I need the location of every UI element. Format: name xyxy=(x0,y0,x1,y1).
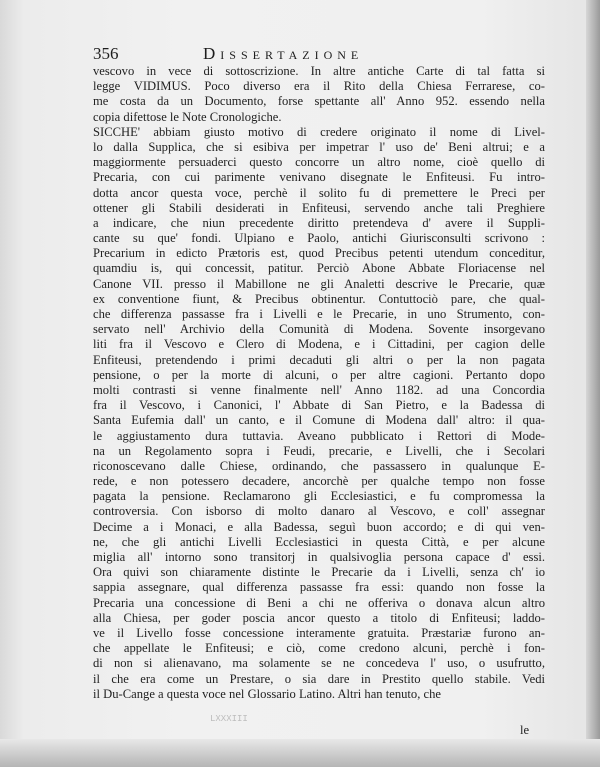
text-line: alla Chiesa, per goder poscia ancor questo a titolo di Enfiteusi; laddo- xyxy=(93,610,545,625)
catchword: le xyxy=(520,723,530,737)
text-line: copia difettose le Note Cronologiche. xyxy=(93,109,282,124)
text-line: pensione, o per la morte di alcuni, o per altre cagioni. Pertanto dopo xyxy=(93,367,545,382)
text-line: Santa Eufemia dall' un canto, e il Comune di Modena dall' altro: il qua- xyxy=(93,413,545,428)
text-line: controversia. Con isborso di molto danaro al Vescovo, e coll' assegnar xyxy=(93,504,545,519)
text-line: maggiormente persuaderci questo concorre un altro nome, cioè quello di xyxy=(93,155,545,170)
text-line: na un Regolamento sopra i Feudi, precarie, e Livelli, che i Secolari xyxy=(93,443,545,458)
text-line: dotta ancor questa voce, perchè il solito fu di premettere le Preci per xyxy=(93,185,545,200)
text-line: riconoscevano dalle Chiese, ordinando, che passassero in qualunque E- xyxy=(93,458,545,473)
text-line: quamdiu is, qui concessit, patitur. Perciò Abone Abbate Floriacense nel xyxy=(93,261,545,276)
text-line: Decime a i Monaci, e alla Badessa, seguì buon accordo; e di qui ven- xyxy=(93,519,545,534)
page-bottom-shadow xyxy=(0,739,600,767)
text-line: ex conventione fiunt, & Precibus obtinentur. Contuttociò pare, che qual- xyxy=(93,291,545,306)
text-line: Enfiteusi, pretendendo i primi decaduti gli altri o per la non pagata xyxy=(93,352,545,367)
text-line: Precaria una concessione di Beni a chi ne offeriva o donava alcun altro xyxy=(93,595,545,610)
text-line: fra il Vescovo, i Canonici, l' Abbate di San Pietro, e la Badessa di xyxy=(93,398,545,413)
text-line: Ora quivi son chiaramente distinte le Precarie da i Livelli, senza ch' io xyxy=(93,565,545,580)
text-line: liti fra il Vescovo e Clero di Modena, e i Cittadini, per cagion delle xyxy=(93,337,545,352)
text-line: Precaria, con cui parimente venivano disegnate le Enfiteusi. Fu intro- xyxy=(93,170,545,185)
text-line: che appellate le Enfiteusi; e ciò, come credono alcuni, perchè i fon- xyxy=(93,641,545,656)
text-line: ve il Livello fosse concessione interamente gratuita. Præstariæ furono an- xyxy=(93,625,545,640)
text-line: di non si alienavano, ma solamente se ne concedeva l' uso, o usufrutto, xyxy=(93,656,545,671)
text-line: le aggiustamento dura tuttavia. Aveano pubblicato i Rettori di Mode- xyxy=(93,428,545,443)
page-header xyxy=(93,44,533,66)
text-line: miglia all' intorno sono transitorj in qualsivoglia persona capace d' essi. xyxy=(93,550,545,564)
text-line: il Du-Cange a questa voce nel Glossario Latino. Altri han tenuto, che xyxy=(93,686,441,701)
text-line: Precarium in edicto Prætoris est, quod Precibus petenti utendum conceditur, xyxy=(93,246,545,261)
text-line: che differenza passasse fra i Livelli e le Precarie, in uno Strumento, con- xyxy=(93,307,545,321)
running-title: Dissertazione xyxy=(203,44,364,63)
text-line: lo dalla Supplica, che si esibiva per impetrar l' uso de' Beni altrui; e a xyxy=(93,139,545,154)
body-text xyxy=(93,64,545,702)
text-line: pagata la pensione. Reclamarono gli Ecclesiastici, e fu compromessa la xyxy=(93,489,545,504)
text-line: Canone VII. presso il Mabillone ne gli Analetti descrive le Precarie, quæ xyxy=(93,276,545,291)
library-mark: LXXXIII xyxy=(210,714,248,724)
text-line: ne, che gli antichi Livelli Ecclesiastici in questa Città, e per alcune xyxy=(93,534,545,549)
text-line: ottener gli Stabili desiderati in Enfiteusi, servendo anche tali Preghiere xyxy=(93,200,545,215)
text-line: a indicare, che niun precedente diritto pretendeva d' avere il Suppli- xyxy=(93,215,545,230)
text-line: cante su que' fondi. Ulpiano e Paolo, antichi Giurisconsulti scrivono : xyxy=(93,231,545,246)
text-line: rede, e non potessero decadere, ancorchè per qualche tempo non fosse xyxy=(93,474,545,489)
text-line: sappia assegnare, qual differenza passasse fra essi: quando non fosse la xyxy=(93,580,545,595)
text-line: molti contrasti si venne finalmente nell' Anno 1182. ad una Concordia xyxy=(93,382,545,397)
page-number: 356 xyxy=(93,44,119,63)
text-line: legge VIDIMUS. Poco diverso era il Rito della Chiesa Ferrarese, co- xyxy=(93,79,545,94)
text-line: vescovo in vece di sottoscrizione. In altre antiche Carte di tal fatta si xyxy=(93,64,545,78)
text-line: me costa da un Documento, forse spettante all' Anno 952. essendo nella xyxy=(93,94,545,109)
page-edge-shadow xyxy=(586,0,600,767)
text-line: SICCHE' abbiam giusto motivo di credere originato il nome di Livel- xyxy=(93,124,545,139)
text-line: il che era come un Prestare, o sia dare in Prestito quello stabile. Vedi xyxy=(93,671,545,686)
text-line: servato nell' Archivio della Comunità di Modena. Sovente insorgevano xyxy=(93,322,545,337)
